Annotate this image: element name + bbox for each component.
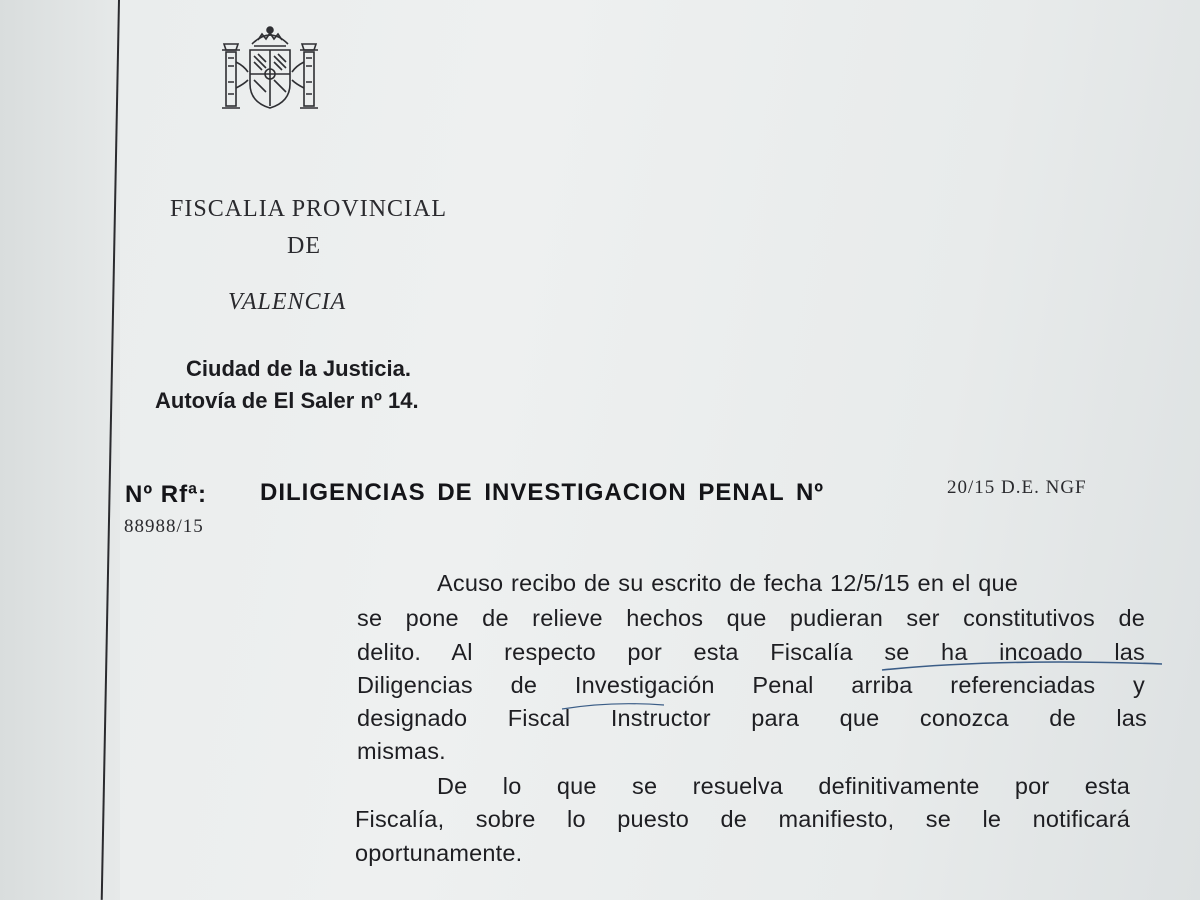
pen-underline-mark-2 [560, 699, 670, 715]
reference-title: DILIGENCIAS DE INVESTIGACION PENAL Nº [260, 479, 825, 506]
spanish-coat-of-arms-icon [218, 22, 322, 116]
body-line-5: designado Fiscal Instructor para que conozca de las [357, 705, 1147, 731]
body-line-3: delito. Al respecto por esta Fiscalía se ha incoado las [357, 639, 1145, 665]
body-line-9: oportunamente. [355, 840, 523, 866]
body-line-7: De lo que se resuelva definitivamente por esta [437, 773, 1130, 799]
office-title-de: DE [287, 233, 321, 259]
file-number: 88988/15 [124, 516, 204, 537]
case-number: 20/15 D.E. NGF [947, 477, 1087, 498]
body-line-8: Fiscalía, sobre lo puesto de manifiesto, se le notificará [355, 806, 1130, 832]
address-line-2: Autovía de El Saler nº 14. [155, 388, 419, 413]
page-margin-shadow [0, 0, 120, 900]
body-line-2: se pone de relieve hechos que pudieran ser constitutivos de [357, 605, 1145, 631]
body-line-1: Acuso recibo de su escrito de fecha 12/5/15 en el que [437, 570, 1019, 596]
pen-underline-mark [880, 656, 1170, 676]
office-title: FISCALIA PROVINCIAL [170, 196, 448, 222]
office-city: VALENCIA [228, 289, 347, 315]
body-line-4: Diligencias de Investigación Penal arriba referenciadas y [357, 672, 1145, 698]
reference-label: Nº Rfª: [125, 481, 207, 508]
body-line-6: mismas. [357, 738, 446, 764]
address-line-1: Ciudad de la Justicia. [186, 356, 411, 381]
